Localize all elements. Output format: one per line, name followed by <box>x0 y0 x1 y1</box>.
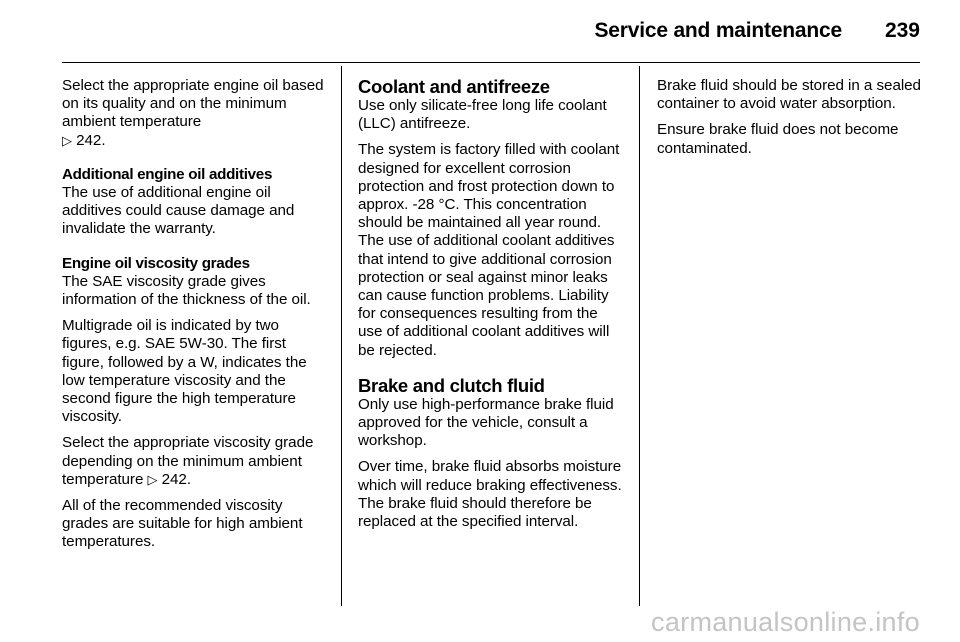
viscosity-heading: Engine oil viscosity grades <box>62 254 250 272</box>
viscosity-paragraph <box>62 255 328 310</box>
select-grade-page-ref[interactable]: 242. <box>161 470 191 488</box>
page-header <box>62 0 920 63</box>
intro-paragraph <box>62 77 328 150</box>
recommended-paragraph: All of the recommended viscosity grades are suitable for high ambient temperatures. <box>62 497 303 551</box>
select-grade-paragraph <box>62 434 328 489</box>
select-grade-text: Select the appropriate viscosity grade depending on the minimum ambient temperature <box>62 434 314 488</box>
absorbs-paragraph: Over time, brake fluid absorbs moisture which will reduce braking effectiveness. The brake fluid should therefore be replaced at the specified interval. <box>358 458 622 531</box>
watermark: carmanualsonline.info <box>651 607 920 637</box>
additives-heading: Additional engine oil additives <box>62 165 273 183</box>
column-middle <box>358 77 624 539</box>
section-title: Service and maintenance <box>594 19 842 42</box>
viscosity-text: The SAE viscosity grade gives information of the thickness of the oil. <box>62 272 311 309</box>
column-right <box>657 77 923 166</box>
page-reference-arrow-icon[interactable]: ▷ <box>62 132 72 148</box>
coolant-paragraph: Use only silicate-free long life coolant (LLC) antifreeze. <box>358 97 607 133</box>
intro-page-ref[interactable]: 242. <box>76 131 106 149</box>
contamination-paragraph: Ensure brake fluid does not become contaminated. <box>657 121 899 157</box>
storage-paragraph: Brake fluid should be stored in a sealed container to avoid water absorption. <box>657 77 921 113</box>
column-divider <box>639 66 640 606</box>
additives-text: The use of additional engine oil additives could cause damage and invalidate the warranty. <box>62 184 295 238</box>
column-left <box>62 77 328 560</box>
additives-paragraph <box>62 166 328 239</box>
coolant-heading: Coolant and antifreeze <box>358 76 550 97</box>
intro-text: Select the appropriate engine oil based on its quality and on the minimum ambient temperature <box>62 77 324 131</box>
multigrade-paragraph: Multigrade oil is indicated by two figures, e.g. SAE 5W-30. The first figure, followed by a W, indicates the low temperature viscosity and the second figure the high temperature viscosity. <box>62 317 307 426</box>
page-reference-arrow-icon[interactable]: ▷ <box>147 471 158 487</box>
factory-fill-paragraph: The system is factory filled with coolant designed for excellent corrosion protection and frost protection down to approx. -28 °C. This concentration should be maintained all year round. The use of additional coolant additives that intend to give additional corrosion protection or seal against minor leaks can cause function problems. Liability for consequences resulting from the use of additional coolant additives will be rejected. <box>358 141 620 359</box>
brake-paragraph: Only use high-performance brake fluid approved for the vehicle, consult a workshop. <box>358 395 614 450</box>
brake-heading: Brake and clutch fluid <box>358 374 545 396</box>
page-number: 239 <box>884 19 920 42</box>
column-divider <box>341 66 342 606</box>
